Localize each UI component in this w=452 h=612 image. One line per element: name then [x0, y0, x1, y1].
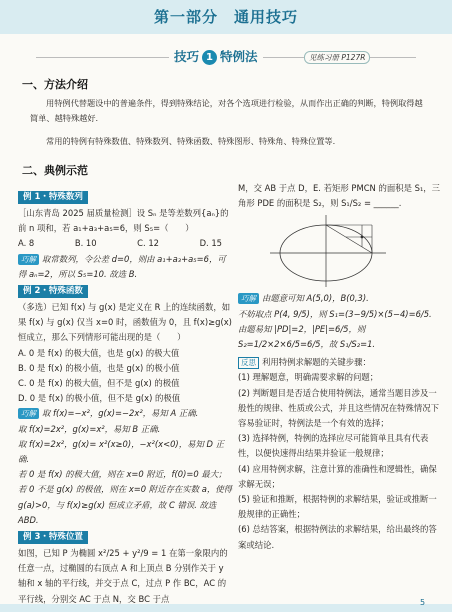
example-3-solution-line: 由题易知 |PD|=2，|PE|=6/5，则 S₂=1/2×2×6/5=6/5，故 S₁/S₂=1. — [238, 323, 376, 350]
example-2-option: C. 0 是 f(x) 的极大值，但不是 g(x) 的极值 — [18, 378, 180, 389]
example-2-option: A. 0 是 f(x) 的极大值，也是 g(x) 的极大值 — [18, 347, 180, 358]
reflection-title: 利用特例求解题的关键步骤： — [262, 357, 371, 368]
example-3-heading: 例 3・特殊位置 — [18, 531, 88, 544]
example-2-solution-line: 取 f(x)=2x²，g(x)= x²(x≥0)，−x²(x<0)，易知 D 正确. — [18, 438, 224, 465]
bottom-band — [0, 604, 452, 612]
solution-tag: 巧解 — [238, 293, 259, 304]
example-3-question: 如图，已知 P 为椭圆 x²/25 + y²/9 = 1 在第一象限内的任意一点，过椭圆的右顶点 A 和上顶点 B 分别作关于 y 轴和 x 轴的平行线，并交于点 C，过点 P 作 BC，AC 的平行线，分别交 AC 于点 N，交 BC 于点 — [18, 548, 228, 604]
reflection — [238, 355, 444, 370]
technique-title — [169, 47, 263, 65]
technique-number-badge: 1 — [202, 50, 217, 65]
reflection-step: (1) 理解题意，明确需要求解的问题； — [238, 372, 379, 383]
example-2-option: D. 0 是 f(x) 的极小值，但不是 g(x) 的极值 — [18, 393, 181, 404]
technique-name: 特例法 — [220, 49, 258, 64]
method-paragraph-1: 用特例代替题设中的普遍条件，得到特殊结论，对各个选项进行检验，从而作出正确的判断，特例取得越简单、越特殊越好. — [30, 98, 423, 123]
example-1-heading: 例 1・特殊数列 — [18, 191, 88, 204]
option: D. 15 — [199, 238, 222, 249]
solution-tag: 巧解 — [18, 254, 39, 265]
reflection-step: (2) 判断题目是否适合使用特例法，通常当题目涉及一般性的规律、性质或公式，并且这些情况在特殊情况下容易验证时，特例法是一个有效的选择； — [238, 387, 439, 429]
reference-tag: 见练习册 P127R — [304, 51, 370, 64]
example-2-solution-line: 若 0 是 f(x) 的极大值，则在 x=0 附近，f(0)=0 最大；若 0 不是 g(x) 的极值，则在 x=0 附近存在实数 a，使得 g(a)>0，与 f(x)≥g(x) 恒成立矛盾，故 C 错误. 故选 ABD. — [18, 469, 232, 525]
technique-bar — [36, 48, 416, 66]
example-2-solution — [18, 406, 232, 421]
example-3-question-continued: M，交 AB 于点 D，E. 若矩形 PMCN 的面积是 S₁，三角形 PDE 的面积是 S₂，则 S₁/S₂ = ______. — [238, 183, 441, 209]
page-number: 5 — [420, 598, 426, 607]
ellipse-figure — [268, 213, 388, 289]
section-heading-examples: 二、典例示范 — [22, 164, 88, 177]
example-1-question: ［山东青岛 2025 届质量检测］设 Sₙ 是等差数列{aₙ}的前 n 项和，若 a₁+a₃+a₅=6，则 S₅=（ ） — [18, 208, 229, 234]
reflection-step: (4) 应用特例求解，注意计算的准确性和逻辑性，确保求解无误； — [238, 463, 437, 489]
point-p — [361, 236, 364, 239]
left-column — [18, 188, 232, 607]
reflection-step: (5) 验证和推断，根据特例的求解结果，验证或推断一般规律的正确性； — [238, 494, 437, 520]
reflection-tag: 反思 — [238, 357, 259, 369]
example-3-solution-line: 不妨取点 P(4, 9/5)，则 S₁=(3−9/5)×(5−4)=6/5. — [238, 308, 432, 319]
example-2-solution-line: 取 f(x)=2x²，g(x)=x²，易知 B 正确. — [18, 423, 161, 434]
reflection-step: (6) 总结答案，根据特例法的求解结果，给出最终的答案或结论. — [238, 524, 437, 550]
example-2-question: （多选）已知 f(x) 与 g(x) 是定义在 R 上的连续函数，如果 f(x) 与 g(x) 仅当 x=0 时，函数值为 0，且 f(x)≥g(x) 恒成立，那么下列情形可能出现的是（ ） — [18, 302, 232, 343]
option: A. 8 — [18, 238, 35, 249]
technique-prefix: 技巧 — [174, 49, 200, 64]
example-3-solution — [238, 291, 444, 306]
part-title: 第一部分 通用技巧 — [153, 8, 298, 26]
example-1-solution — [18, 252, 232, 282]
option: B. 10 — [74, 238, 97, 249]
solution-tag: 巧解 — [18, 408, 39, 419]
solution-text: 取常数列，令公差 d=0，则由 a₁+a₃+a₅=6，可得 aₙ=2，所以 S₅=10. 故选 B. — [18, 253, 226, 279]
solution-text: 取 f(x)=−x²，g(x)=−2x²，易知 A 正确. — [42, 408, 199, 419]
section-heading-method: 一、方法介绍 — [22, 78, 88, 91]
method-paragraph-2: 常用的特例有特殊数值、特殊数列、特殊函数、特殊图形、特殊角、特殊位置等. — [46, 136, 336, 146]
line-ab — [326, 225, 372, 253]
reflection-step: (3) 选择特例，特例的选择应尽可能简单且具有代表性，以便快速得出结果并验证一般规律； — [238, 433, 429, 459]
example-2-heading: 例 2・特殊函数 — [18, 285, 88, 298]
solution-text: 由题意可知 A(5,0)，B(0,3). — [262, 293, 369, 304]
right-column — [238, 181, 444, 553]
example-1-options — [18, 236, 232, 251]
option: C. 12 — [137, 238, 159, 249]
example-2-option: B. 0 是 f(x) 的极小值，也是 g(x) 的极小值 — [18, 362, 180, 373]
